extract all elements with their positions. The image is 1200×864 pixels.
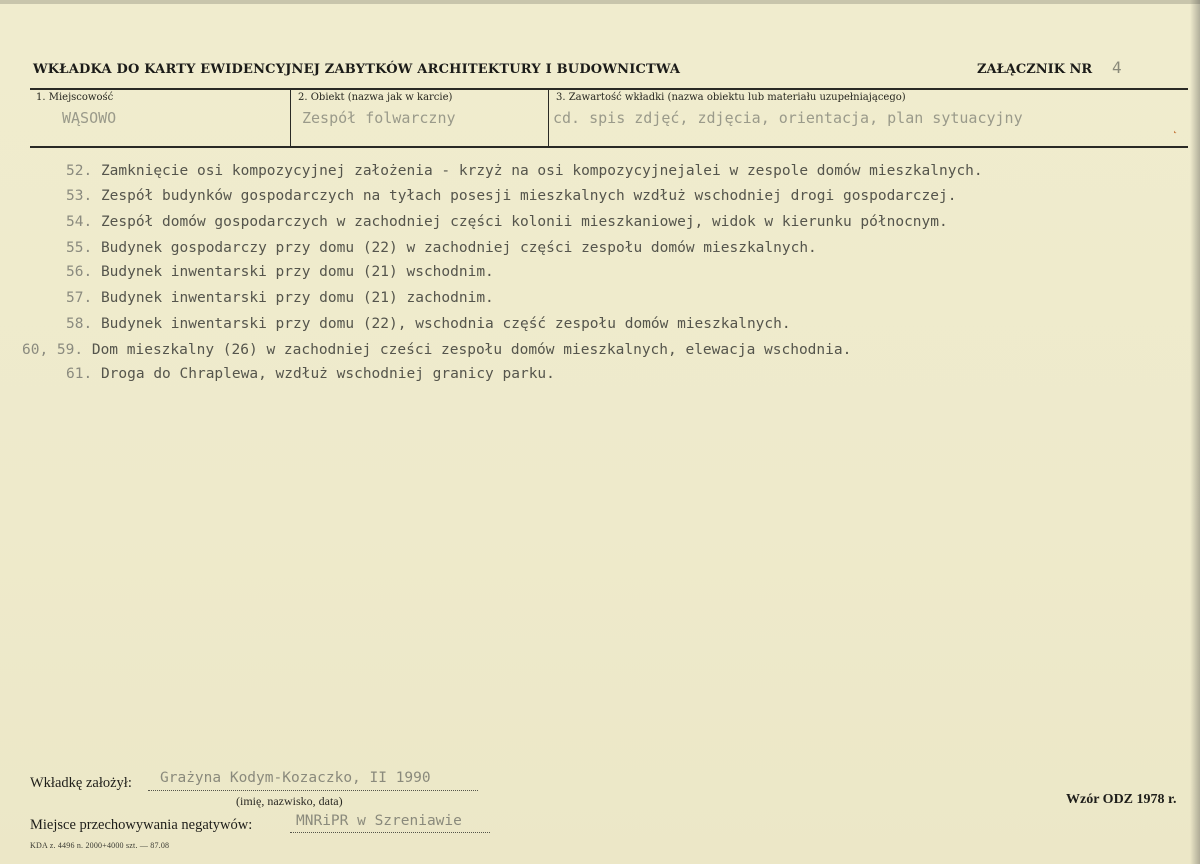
card-title: WKŁADKA DO KARTY EWIDENCYJNEJ ZABYTKÓW ARCHITEKTURY I BUDOWNICTWA [33,62,681,77]
list-item: 56. Budynek inwentarski przy domu (21) wschodnim. [66,264,494,280]
header-rule [30,88,1188,90]
field-contents-label: 3. Zawartość wkładki (nazwa obiektu lub materiału uzupełniającego) [556,92,906,103]
list-item: 53. Zespół budynków gospodarczych na tyłach posesji mieszkalnych wzdłuż wschodniej drogi gospodarczej. [66,188,957,204]
list-item: 58. Budynek inwentarski przy domu (22), wschodnia część zespołu domów mieszkalnych. [66,316,791,332]
founder-label: Wkładkę założył: [30,775,132,791]
storage-dotted-line [290,832,490,833]
print-info: KDA z. 4496 n. 2000+4000 szt. — 87.08 [30,841,170,850]
list-item: 52. Zamknięcie osi kompozycyjnej założenia - krzyż na osi kompozycyjnejalei w zespole domów mieszkalnych. [66,163,983,179]
storage-value: MNRiPR w Szreniawie [296,813,462,829]
list-item: 57. Budynek inwentarski przy domu (21) zachodnim. [66,290,494,306]
list-item: 54. Zespół domów gospodarczych w zachodniej części kolonii mieszkaniowej, widok w kierunku północnym. [66,214,948,230]
annex-number: 4 [1112,58,1122,77]
list-item: 55. Budynek gospodarczy przy domu (22) w zachodniej części zespołu domów mieszkalnych. [66,240,817,256]
template-version: Wzór ODZ 1978 r. [1066,792,1177,807]
field-contents-value: cd. spis zdjęć, zdjęcia, orientacja, plan sytuacyjny [553,109,1023,127]
field-object-value: Zespół folwarczny [302,109,456,127]
field-object-label: 2. Obiekt (nazwa jak w karcie) [298,92,453,103]
storage-label: Miejsce przechowywania negatywów: [30,817,253,833]
list-item: 61. Droga do Chraplewa, wzdłuż wschodniej granicy parku. [66,366,555,382]
check-mark: ˛ [1172,120,1178,134]
field-divider-2 [548,90,549,146]
founder-caption: (imię, nazwisko, data) [236,794,343,808]
field-locality-value: WĄSOWO [62,109,117,127]
card-edge-right [1190,0,1200,864]
fields-rule [30,146,1188,148]
founder-dotted-line [148,790,478,791]
annex-label: ZAŁĄCZNIK NR [977,62,1093,77]
field-divider-1 [290,90,291,146]
field-locality-label: 1. Miejscowość [36,92,114,103]
card-edge-top [0,0,1200,4]
founder-value: Grażyna Kodym-Kozaczko, II 1990 [160,770,431,786]
list-item: 60, 59. Dom mieszkalny (26) w zachodniej cześci zespołu domów mieszkalnych, elewacja wschodnia. [22,342,852,358]
